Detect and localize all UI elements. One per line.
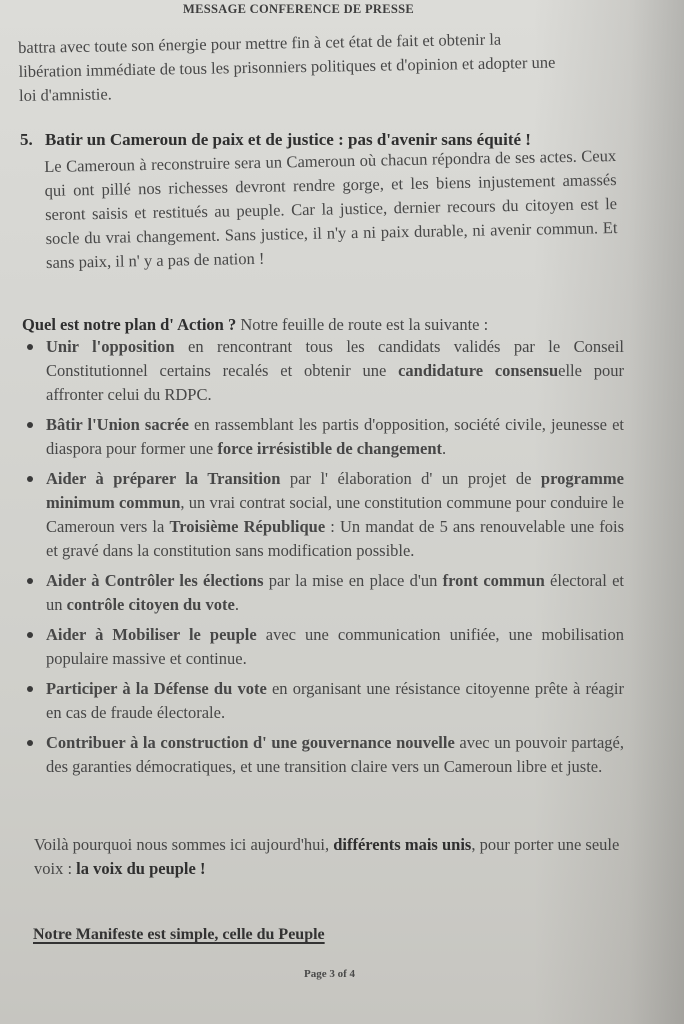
closing-paragraph bbox=[34, 833, 634, 881]
action-plan-item bbox=[24, 623, 624, 671]
manifesto-statement: Notre Manifeste est simple, celle du Peuple bbox=[33, 926, 325, 943]
text-run: avec un pouvoir partagé, des garanties démocratiques, et une transition claire vers un Cameroun libre et juste. bbox=[46, 733, 624, 776]
text-run: avec une communication unifiée, une mobilisation populaire massive et continue. bbox=[46, 625, 624, 668]
plan-intro bbox=[22, 313, 622, 337]
text-run: elle pour affronter celui du RDPC. bbox=[46, 361, 624, 404]
intro-line: battra avec toute son énergie pour mettre fin à cet état de fait et obtenir la bbox=[18, 29, 502, 57]
text-run: électoral et un bbox=[46, 571, 625, 614]
section-5-body: Le Cameroun à reconstruire sera un Cameroun où chacun répondra de ses actes. Ceux qui ont pillé nos richesses devront rendre gorge, et les biens injustement amassés seront saisis et restitués au peuple. Car la justice, dernier recours du citoyen est le socle du vrai changement. Sans justice, il n'y a ni paix durable, ni avenir commun. Et sans paix, il n' y a pas de nation ! bbox=[44, 146, 618, 272]
bold-phrase: Bâtir l'Union sacrée bbox=[46, 415, 189, 434]
section-number: 5. bbox=[20, 130, 33, 149]
bold-phrase: Troisième République bbox=[169, 517, 326, 536]
text-run: en rassemblant les partis d'opposition, société civile, jeunesse et diaspora pour former une bbox=[46, 415, 624, 458]
bold-phrase: Unir l'opposition bbox=[46, 337, 175, 356]
intro-line: libération immédiate de tous les prisonniers politiques et d'opinion et adopter une bbox=[18, 52, 556, 81]
action-plan-list bbox=[24, 335, 624, 785]
intro-line: loi d'amnistie. bbox=[18, 84, 112, 105]
action-plan-item bbox=[24, 731, 624, 779]
text-run: : Un mandat de 5 ans renouvelable une fois et gravé dans la constitution sans modification possible. bbox=[46, 517, 624, 560]
section-subtitle: pas d'avenir sans équité ! bbox=[348, 130, 531, 149]
text-run: par la mise en place d'un bbox=[263, 571, 443, 590]
bold-phrase: la voix du peuple ! bbox=[76, 859, 206, 878]
text-run: . bbox=[234, 595, 239, 614]
section-title: Batir un Cameroun de paix et de justice : bbox=[45, 130, 344, 149]
plan-question-rest: Notre feuille de route est la suivante : bbox=[236, 315, 489, 334]
page-header: MESSAGE CONFERENCE DE PRESSE bbox=[183, 2, 415, 16]
bold-phrase: programme minimum commun bbox=[46, 469, 624, 512]
bullet-icon bbox=[27, 344, 33, 350]
plan-question: Quel est notre plan d' Action ? bbox=[22, 315, 237, 334]
bullet-icon bbox=[27, 578, 33, 584]
text-run: en rencontrant tous les candidats validés par le Conseil Constitutionnel certains recalés et obtenir une bbox=[46, 337, 625, 380]
bold-phrase: Contribuer à la construction d' une gouvernance nouvelle bbox=[46, 733, 455, 752]
bullet-icon bbox=[27, 686, 33, 692]
action-plan-item bbox=[24, 467, 624, 563]
action-plan-item bbox=[24, 413, 624, 461]
bullet-icon bbox=[27, 740, 33, 746]
bullet-icon bbox=[27, 632, 33, 638]
bold-phrase: Aider à préparer la Transition bbox=[46, 469, 281, 488]
bold-phrase: Aider à Mobiliser le peuple bbox=[46, 625, 257, 644]
text-run: . bbox=[442, 439, 447, 458]
text-run: , pour porter une seule voix : bbox=[34, 835, 620, 878]
action-plan-item bbox=[24, 335, 624, 407]
intro-paragraph bbox=[18, 26, 611, 108]
text-run: par l' élaboration d' un projet de bbox=[280, 469, 541, 488]
bold-phrase: Aider à Contrôler les élections bbox=[46, 571, 264, 590]
bold-phrase: candidature consensu bbox=[398, 361, 559, 380]
text-run: Voilà pourquoi nous sommes ici aujourd'hui, bbox=[34, 835, 334, 854]
bold-phrase: contrôle citoyen du vote bbox=[66, 595, 235, 614]
bold-phrase: différents mais unis bbox=[333, 835, 472, 854]
bullet-icon bbox=[27, 476, 33, 482]
bold-phrase: Participer à la Défense du vote bbox=[46, 679, 267, 698]
text-run: , un vrai contrat social, une constitution commune pour conduire le Cameroun vers la bbox=[46, 493, 625, 536]
action-plan-item bbox=[24, 677, 624, 725]
bold-phrase: front commun bbox=[442, 571, 545, 590]
page-number: Page 3 of 4 bbox=[304, 968, 356, 980]
bullet-icon bbox=[27, 422, 33, 428]
text-run: en organisant une résistance citoyenne prête à réagir en cas de fraude électorale. bbox=[46, 679, 624, 722]
bold-phrase: force irrésistible de changement bbox=[217, 439, 443, 458]
action-plan-item bbox=[24, 569, 624, 617]
